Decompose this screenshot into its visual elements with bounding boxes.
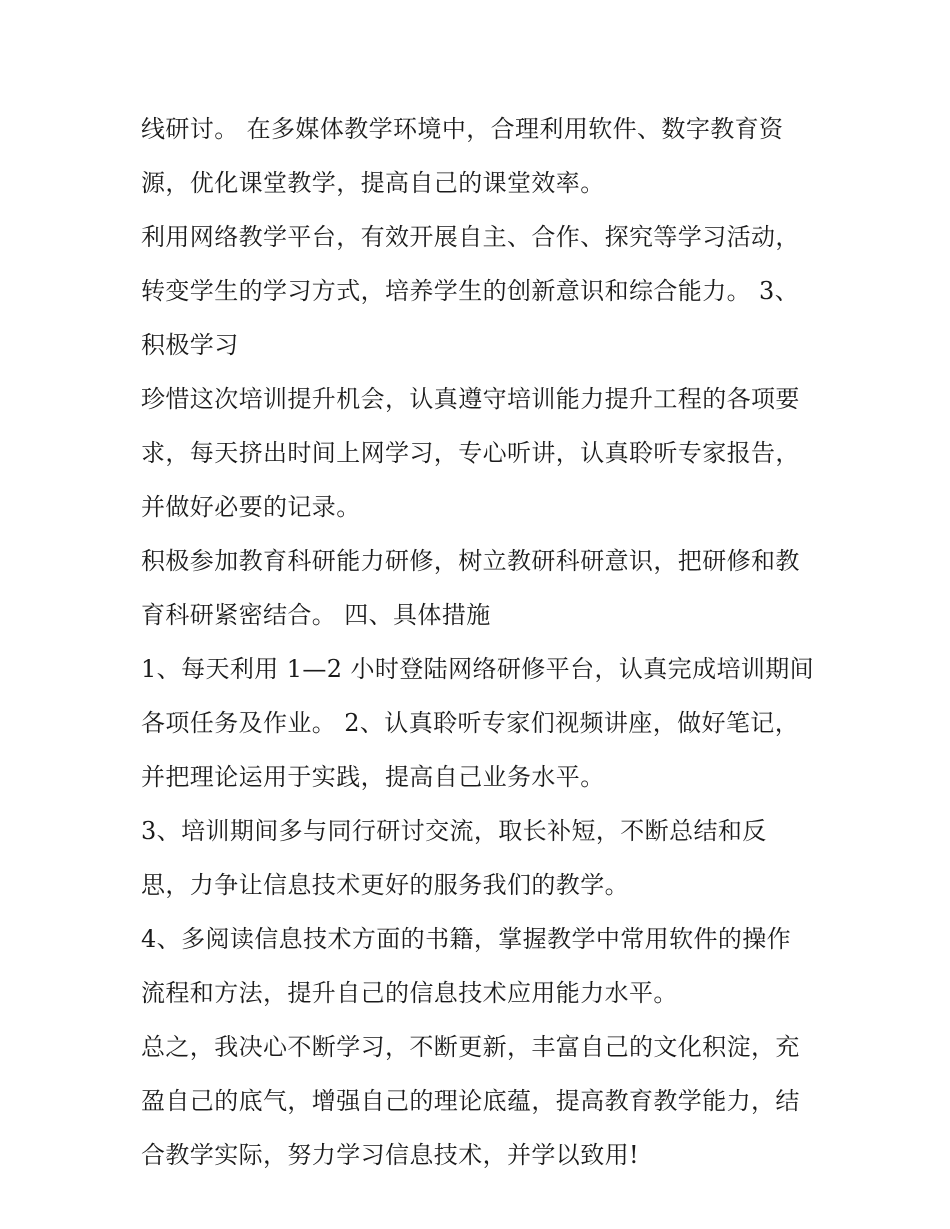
text-line: 积极参加教育科研能力研修，树立教研科研意识，把研修和教 xyxy=(141,547,800,575)
text-line: 3、培训期间多与同行研讨交流，取长补短，不断总结和反 xyxy=(141,817,767,845)
text-line: 育科研紧密结合。 四、具体措施 xyxy=(141,601,491,629)
text-line: 珍惜这次培训提升机会，认真遵守培训能力提升工程的各项要 xyxy=(141,385,800,413)
paragraph-3 xyxy=(141,380,821,526)
text-line: 并做好必要的记录。 xyxy=(141,493,361,521)
paragraph-8 xyxy=(141,1028,821,1174)
paragraph-5 xyxy=(141,650,821,796)
text-line: 积极学习 xyxy=(141,331,239,359)
text-line: 源，优化课堂教学，提高自己的课堂效率。 xyxy=(141,169,605,197)
text-line: 线研讨。 在多媒体教学环境中，合理利用软件、数字教育资 xyxy=(141,115,784,143)
document-body xyxy=(141,110,821,1174)
paragraph-2 xyxy=(141,218,821,364)
text-line: 并把理论运用于实践，提高自己业务水平。 xyxy=(141,763,605,791)
text-line: 转变学生的学习方式，培养学生的创新意识和综合能力。 3、 xyxy=(141,277,800,305)
paragraph-7 xyxy=(141,920,821,1012)
text-line: 盈自己的底气，增强自己的理论底蕴，提高教育教学能力，结 xyxy=(141,1087,800,1115)
paragraph-4 xyxy=(141,542,821,634)
text-line: 流程和方法，提升自己的信息技术应用能力水平。 xyxy=(141,979,678,1007)
paragraph-1 xyxy=(141,110,821,202)
text-line: 合教学实际，努力学习信息技术，并学以致用! xyxy=(141,1141,640,1169)
text-line: 总之，我决心不断学习，不断更新，丰富自己的文化积淀，充 xyxy=(141,1033,800,1061)
text-line: 1、每天利用 1—2 小时登陆网络研修平台，认真完成培训期间 xyxy=(141,655,815,683)
paragraph-6 xyxy=(141,812,821,904)
text-line: 4、多阅读信息技术方面的书籍，掌握教学中常用软件的操作 xyxy=(141,925,792,953)
text-line: 利用网络教学平台，有效开展自主、合作、探究等学习活动， xyxy=(141,223,800,251)
text-line: 思，力争让信息技术更好的服务我们的教学。 xyxy=(141,871,629,899)
text-line: 求，每天挤出时间上网学习，专心听讲，认真聆听专家报告， xyxy=(141,439,800,467)
text-line: 各项任务及作业。 2、认真聆听专家们视频讲座，做好笔记， xyxy=(141,709,800,737)
